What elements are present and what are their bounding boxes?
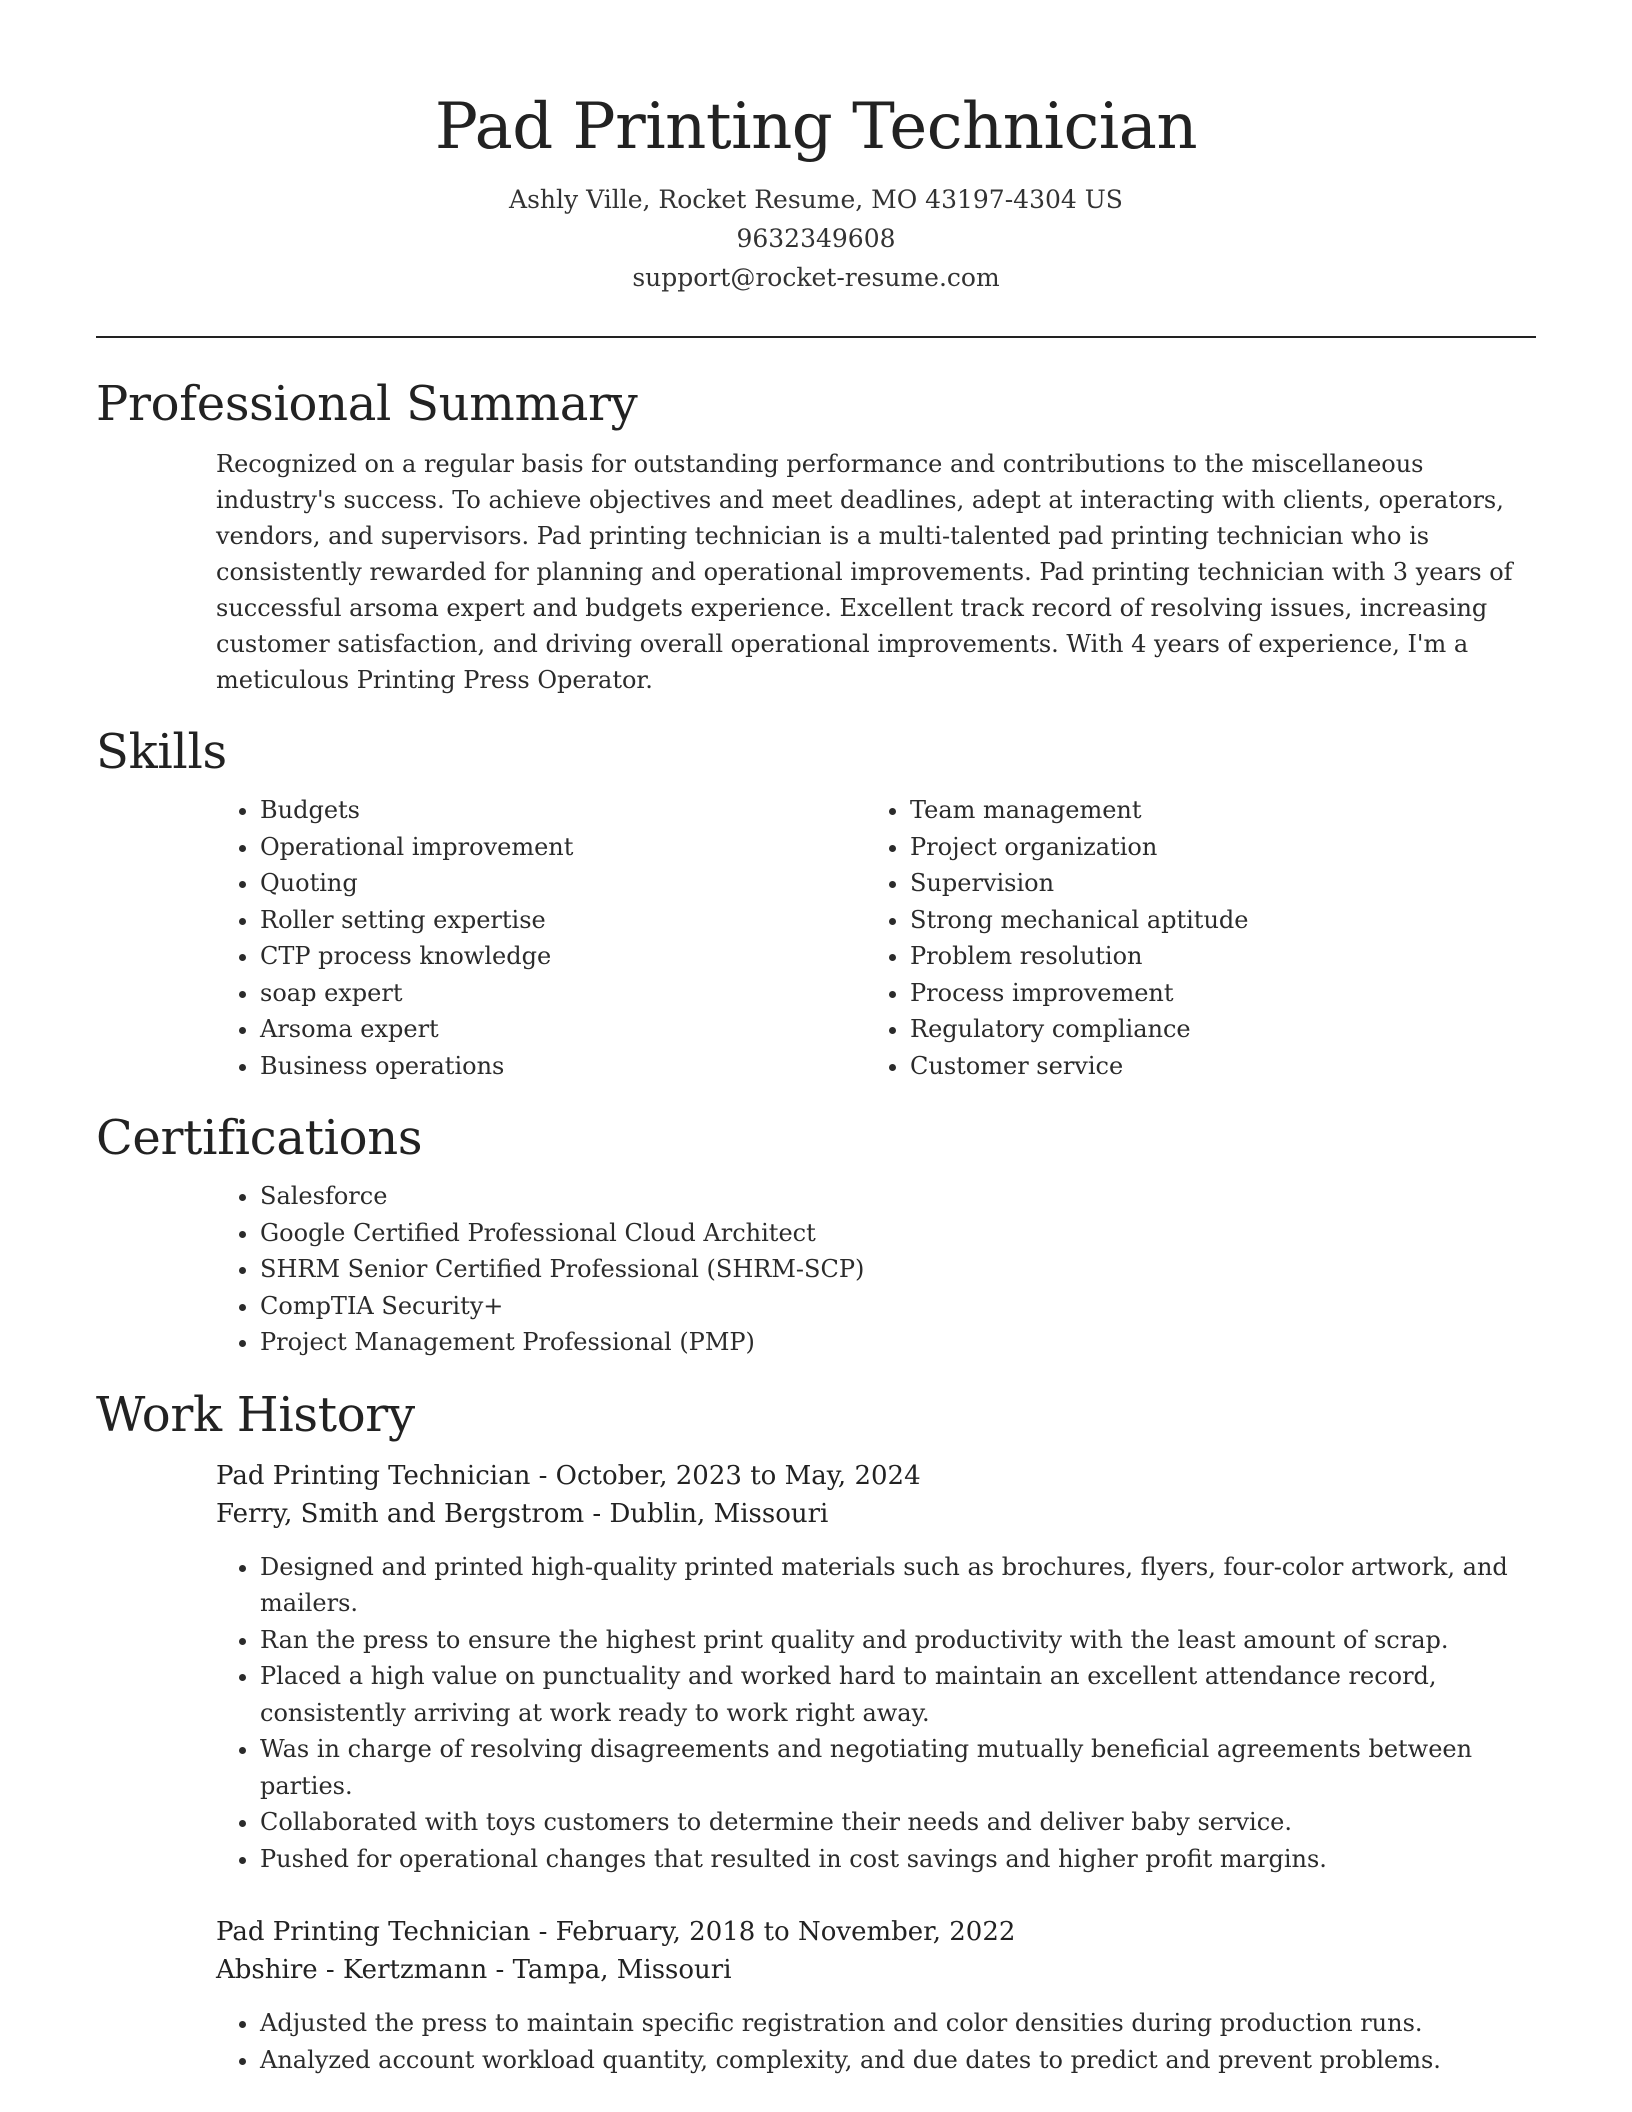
- job-company: Ferry, Smith and Bergstrom: [216, 1498, 585, 1529]
- certifications-title: Certifications: [96, 1110, 423, 1166]
- job-entry: [216, 1457, 1536, 1878]
- skill-item: • Problem resolution: [910, 938, 1516, 975]
- skill-item: • Process improvement: [910, 975, 1516, 1012]
- job-bullet: • Adjusted the press to maintain specific registration and color densities during production runs.: [260, 2005, 1536, 2042]
- skills-column-left: [216, 792, 866, 1084]
- job-role: Pad Printing Technician: [216, 1917, 531, 1947]
- contact-email: support@rocket-resume.com: [632, 263, 1000, 292]
- job-location: - Tampa, Missouri: [487, 1955, 732, 1985]
- job-bullet: • Placed a high value on punctuality and worked hard to maintain an excellent attendance record, consistently arriving at work ready to work right away.: [260, 1658, 1536, 1731]
- job-company: Abshire - Kertzmann: [216, 1955, 488, 1985]
- contact-phone: 9632349608: [736, 224, 896, 253]
- summary-title: Professional Summary: [96, 376, 638, 432]
- skill-item: • Customer service: [910, 1048, 1516, 1085]
- skills-list-left: [216, 792, 866, 1084]
- work-history-body: [216, 1457, 1536, 2079]
- skills-column-right: [866, 792, 1516, 1084]
- certifications-list: [216, 1178, 1536, 1361]
- skill-item: • soap expert: [260, 975, 866, 1012]
- job-bullet: • Ran the press to ensure the highest print quality and productivity with the least amount of scrap.: [260, 1622, 1536, 1659]
- skill-item: • Supervision: [910, 865, 1516, 902]
- skill-item: • Roller setting expertise: [260, 902, 866, 939]
- skill-item: • Operational improvement: [260, 829, 866, 866]
- job-bullet: • Designed and printed high-quality printed materials such as brochures, flyers, four-color artwork, and mailers.: [260, 1549, 1536, 1622]
- certification-item: • Google Certified Professional Cloud Architect: [260, 1215, 1536, 1252]
- skills-title: Skills: [96, 724, 227, 780]
- certification-item: • Salesforce: [260, 1178, 1536, 1215]
- skill-item: • CTP process knowledge: [260, 938, 866, 975]
- job-title-line: [216, 1913, 1536, 1951]
- job-location: - Dublin, Missouri: [584, 1498, 829, 1529]
- certifications-section: [96, 1110, 1536, 1361]
- skills-list-right: [866, 792, 1516, 1084]
- summary-text: Recognized on a regular basis for outstanding performance and contributions to the miscellaneous industry's success. To achieve objectives and meet deadlines, adept at interacting with clients, operators, vendors, and supervisors. Pad printing technician is a multi-talented pad printing technician who is consistently rewarded for planning and operational improvements. Pad printing technician with 3 years of successful arsoma expert and budgets experience. Excellent track record of resolving issues, increasing customer satisfaction, and driving overall operational improvements. With 4 years of experience, I'm a meticulous Printing Press Operator.: [216, 450, 1513, 694]
- contact-block: [96, 180, 1536, 297]
- job-bullet: • Analyzed account workload quantity, complexity, and due dates to predict and prevent problems.: [260, 2042, 1536, 2079]
- job-bullet: • Was in charge of resolving disagreements and negotiating mutually beneficial agreements between parties.: [260, 1731, 1536, 1804]
- skills-section: [96, 724, 1536, 1084]
- job-title-line: [216, 1457, 1536, 1495]
- job-dates: - October, 2023 to May, 2024: [530, 1460, 921, 1491]
- certification-item: • CompTIA Security+: [260, 1288, 1536, 1325]
- contact-address: Ashly Ville, Rocket Resume, MO 43197-4304 US: [509, 185, 1123, 214]
- job-role: Pad Printing Technician: [216, 1460, 531, 1491]
- skill-item: • Strong mechanical aptitude: [910, 902, 1516, 939]
- skill-item: • Budgets: [260, 792, 866, 829]
- job-company-line: [216, 1951, 1536, 1989]
- resume-name: Pad Printing Technician: [434, 90, 1198, 164]
- summary-section: [96, 376, 1536, 698]
- skill-item: • Quoting: [260, 865, 866, 902]
- summary-body: [216, 446, 1536, 698]
- skill-item: • Arsoma expert: [260, 1011, 866, 1048]
- job-bullet: • Collaborated with toys customers to determine their needs and deliver baby service.: [260, 1804, 1536, 1841]
- work-history-title: Work History: [96, 1386, 415, 1443]
- job-bullets: [216, 1549, 1536, 1878]
- certification-item: • Project Management Professional (PMP): [260, 1324, 1536, 1361]
- skill-item: • Project organization: [910, 829, 1516, 866]
- skills-grid: [216, 792, 1536, 1084]
- skill-item: • Team management: [910, 792, 1516, 829]
- resume-header: [96, 0, 1536, 297]
- job-entry: [216, 1913, 1536, 2078]
- job-dates: - February, 2018 to November, 2022: [530, 1917, 1016, 1947]
- skill-item: • Regulatory compliance: [910, 1011, 1516, 1048]
- resume-page: [96, 0, 1536, 2078]
- skills-body: [216, 792, 1536, 1084]
- certifications-body: [216, 1178, 1536, 1361]
- header-divider: [96, 336, 1536, 338]
- job-company-line: [216, 1495, 1536, 1533]
- certification-item: • SHRM Senior Certified Professional (SHRM-SCP): [260, 1251, 1536, 1288]
- skill-item: • Business operations: [260, 1048, 866, 1085]
- work-history-section: [96, 1387, 1536, 2079]
- job-bullets: [216, 2005, 1536, 2078]
- job-bullet: • Pushed for operational changes that resulted in cost savings and higher profit margins.: [260, 1841, 1536, 1878]
